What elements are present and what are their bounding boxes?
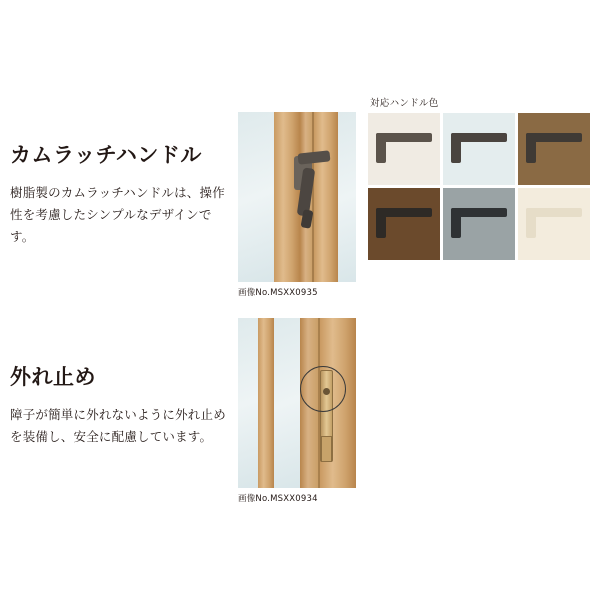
swatch-6-handle-post [526,208,536,238]
caption-photo-cam-latch: 画像No.MSXX0935 [238,288,318,298]
swatch-group-label: 対応ハンドル色 [370,98,439,109]
section-1-body: 樹脂製のカムラッチハンドルは、操作性を考慮したシンプルなデザインです。 [10,185,225,244]
wood-frame-left [274,112,300,282]
frame-seam [312,112,314,282]
swatch-4-handle-post [376,208,386,238]
swatch-handle-color-1[interactable] [368,113,440,185]
caption-photo-hazure-dome: 画像No.MSXX0934 [238,494,318,504]
section-1-text-column [10,143,235,248]
swatch-2-handle-post [451,133,461,163]
stopper-wood-frame-1 [258,318,274,488]
swatch-handle-color-4[interactable] [368,188,440,260]
glass-pane-far-left [238,318,258,488]
swatch-1-handle-post [376,133,386,163]
glass-pane-center [274,318,300,488]
swatch-handle-color-3[interactable] [518,113,590,185]
section-2-text-column [10,365,235,448]
wood-frame-right [314,112,338,282]
section-2-heading: 外れ止め [10,365,96,389]
stopper-body [321,436,332,462]
swatch-handle-color-5[interactable] [443,188,515,260]
glass-pane-right [338,112,356,282]
section-1-heading: カムラッチハンドル [10,143,202,167]
photo-cam-latch-handle [238,112,356,282]
photo-hazure-dome [238,318,356,488]
highlight-circle-marker [300,366,346,412]
section-2-body: 障子が簡単に外れないように外れ止めを装備し、安全に配慮しています。 [10,407,226,445]
swatch-3-handle-post [526,133,536,163]
swatch-handle-color-6[interactable] [518,188,590,260]
swatch-handle-color-2[interactable] [443,113,515,185]
glass-pane-left [238,112,274,282]
swatch-5-handle-post [451,208,461,238]
